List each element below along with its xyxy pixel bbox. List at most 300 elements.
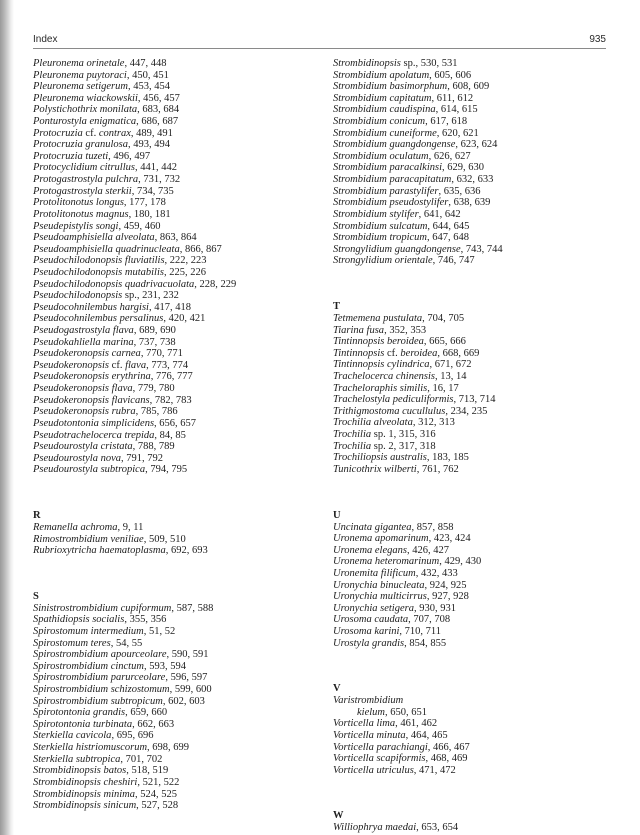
species-name: Remanella achroma — [33, 521, 118, 533]
index-section-r — [33, 510, 323, 557]
species-name: Tracheloraphis similis — [333, 382, 428, 394]
species-name: Pseudokeronopsis — [33, 359, 110, 371]
page-references: 54, 55 — [115, 637, 143, 649]
name-qualifier: cf. — [111, 359, 123, 371]
index-entry: Urostyla grandis, 854, 855 — [333, 637, 447, 649]
index-entry: Uronema heteromarinum, 429, 430 — [333, 556, 482, 568]
species-name: Protolitonotus longus — [33, 197, 124, 209]
page-references: 590, 591 — [171, 649, 209, 661]
index-entry — [333, 695, 623, 707]
index-entry — [333, 441, 623, 453]
page-references: 426, 427 — [412, 544, 449, 556]
species-name: Pleuronema puytoraci — [33, 69, 127, 81]
species-name: Pseudochilodonopsis — [33, 290, 123, 302]
name-qualifier: cf. — [386, 347, 398, 359]
name-qualifier: cf. — [85, 127, 97, 139]
index-entry: Rubrioxytricha haematoplasma, 692, 693 — [33, 545, 208, 557]
index-entry: Uronychia multicirrus, 927, 928 — [333, 591, 469, 603]
index-entry: Pseudocohnilembus hargisi, 417, 418 — [33, 301, 191, 313]
index-entry: Strombidium paracalkinsi, 629, 630 — [333, 162, 484, 174]
page-references: 602, 603 — [168, 695, 205, 707]
index-entry: Strombidium parastylifer, 635, 636 — [333, 185, 481, 197]
page-references: 468, 469 — [430, 753, 468, 765]
species-name: Trochilia alveolata — [333, 417, 413, 429]
species-name: Pseudoamphisiella alveolata — [33, 232, 155, 244]
page-references: 668, 669 — [442, 347, 480, 359]
page-references: 420, 421 — [168, 313, 206, 325]
page-references: 707, 708 — [413, 614, 451, 626]
species-name: Pseudepistylis songi — [33, 220, 119, 232]
index-entry: Strombidium guangdongense, 623, 624 — [333, 139, 498, 151]
index-entry: Vorticella scapiformis, 468, 469 — [333, 753, 468, 765]
page-references: 743, 744 — [465, 243, 503, 255]
section-letter: R — [33, 509, 41, 521]
section-letter: W — [333, 810, 344, 822]
page-references: 450, 451 — [132, 69, 169, 81]
index-entry: Spirostrombidium cinctum, 593, 594 — [33, 660, 186, 672]
index-entry: Pseudokeronopsis erythrina, 776, 777 — [33, 371, 193, 383]
page-references: 683, 684 — [142, 104, 180, 116]
species-name: Strombidium basimorphum — [333, 81, 448, 93]
page-references: 746, 747 — [437, 255, 475, 267]
page-references: 770, 771 — [146, 348, 183, 360]
index-entry: Trochilia alveolata, 312, 313 — [333, 417, 455, 429]
page-references: 788, 789 — [137, 441, 175, 453]
index-entry: Pseudochilodonopsis mutabilis, 225, 226 — [33, 266, 206, 278]
species-name: Strombidinopsis cheshiri — [33, 776, 138, 788]
index-entry: Trithigmostoma cucullulus, 234, 235 — [333, 405, 488, 417]
page-references: 493, 494 — [133, 139, 170, 151]
species-name: Protocruzia granulosa — [33, 139, 128, 151]
index-entry: Pleuronema setigerum, 453, 454 — [33, 81, 170, 93]
index-entry: Spirostrombidium schizostomum, 599, 600 — [33, 684, 212, 696]
species-name: Polystichothrix monilata — [33, 104, 138, 116]
index-entry: Uronemita filificum, 432, 433 — [333, 567, 458, 579]
index-entry: Pseudokeronopsis cf. flava, 773, 774 — [33, 359, 189, 371]
section-spacer — [333, 776, 623, 810]
page-references: 671, 672 — [434, 359, 472, 371]
index-entry: Protocruzia tuzeti, 496, 497 — [33, 150, 151, 162]
index-entry: Strombidium paracapitatum, 632, 633 — [333, 174, 494, 186]
page-references: 686, 687 — [141, 116, 179, 128]
species-name: Trachelocerca chinensis — [333, 371, 435, 383]
species-name: Vorticella minuta — [333, 730, 406, 742]
index-entry: Sterkiella cavicola, 695, 696 — [33, 730, 154, 742]
page-references: 924, 925 — [429, 579, 467, 591]
species-name: Pseudotontonia simplicidens — [33, 417, 155, 429]
species-name: Strombidium stylifer — [333, 208, 419, 220]
index-entry: Pseudourostyla subtropica, 794, 795 — [33, 464, 188, 476]
page-references: 521, 522 — [142, 776, 180, 788]
page-references: 650, 651 — [390, 706, 427, 718]
species-epithet: beroidea — [400, 347, 438, 359]
species-name: Tunicothrix wilberti — [333, 463, 417, 475]
species-name: Vorticella utriculus — [333, 764, 414, 776]
page-references: 644, 645 — [432, 220, 470, 232]
index-entry: Strombidinopsis sp., 530, 531 — [333, 58, 458, 69]
index-entry: Tintinnopsis beroidea, 665, 666 — [333, 336, 466, 348]
species-name: Pseudokeronopsis rubra — [33, 406, 136, 418]
species-name: Pseudogastrostyla flava — [33, 325, 134, 337]
species-name: Pseudourostyla nova — [33, 452, 121, 464]
section-spacer — [333, 267, 623, 301]
index-entry: Pseudourostyla cristata, 788, 789 — [33, 441, 175, 453]
species-name: Vorticella parachiangi — [333, 741, 428, 753]
species-name: Strombidium paracalkinsi — [333, 162, 442, 174]
species-name: Tintinnopsis — [333, 347, 385, 359]
index-entry: Pseudokahliella marina, 737, 738 — [33, 336, 176, 348]
page-references: 776, 777 — [155, 371, 193, 383]
index-entry: Remanella achroma, 9, 11 — [33, 521, 144, 533]
species-name: Uronema apomarinum — [333, 533, 429, 545]
index-entry: Vorticella minuta, 464, 465 — [333, 730, 448, 742]
species-name: Uronychia multicirrus — [333, 591, 427, 603]
header-title: Index — [33, 34, 58, 45]
index-entry: Sterkiella subtropica, 701, 702 — [33, 753, 163, 765]
species-name: Protocyclidium citrullus — [33, 162, 135, 174]
page-references: 593, 594 — [149, 660, 186, 672]
species-name: Trochilia — [333, 429, 372, 441]
species-name: Spirostrombidium schizostomum — [33, 684, 170, 696]
species-name: Pseudokeronopsis erythrina — [33, 371, 151, 383]
index-entry: Spirostomum teres, 54, 55 — [33, 637, 143, 649]
page-references: 596, 597 — [170, 672, 208, 684]
species-name: Spirostrombidium apourceolare — [33, 649, 167, 661]
index-entry: Strongylidium guangdongense, 743, 744 — [333, 243, 503, 255]
section-spacer — [33, 476, 323, 510]
section-letter: S — [33, 590, 39, 602]
page-references: 587, 588 — [176, 602, 214, 614]
page-references: 489, 491 — [136, 127, 173, 139]
page-references: 854, 855 — [409, 637, 447, 649]
index-entry: Tintinnopsis cf. beroidea, 668, 669 — [333, 347, 480, 359]
index-entry: Pleuronema wiackowskii, 456, 457 — [33, 92, 180, 104]
page-references: 605, 606 — [434, 69, 472, 81]
species-name: Trachelostyla pediculiformis — [333, 394, 454, 406]
index-entry: Pseudoamphisiella quadrinucleata, 866, 867 — [33, 243, 222, 255]
index-section-s — [33, 591, 323, 812]
page-references: 641, 642 — [423, 208, 461, 220]
page-references: 228, 229 — [199, 278, 237, 290]
species-name: Strongylidium guangdongense — [333, 243, 461, 255]
name-qualifier: sp. 1, — [373, 429, 397, 441]
section-spacer — [33, 557, 323, 591]
page-references: 429, 430 — [444, 556, 482, 568]
page-references: 466, 467 — [433, 741, 470, 753]
page-references: 695, 696 — [116, 730, 154, 742]
index-entry: Pseudokeronopsis flavicans, 782, 783 — [33, 394, 192, 406]
species-name: Trochilia — [333, 440, 372, 452]
species-name: Spirostomum teres — [33, 637, 111, 649]
index-entry: Vorticella utriculus, 471, 472 — [333, 764, 456, 776]
page-references: 456, 457 — [143, 92, 180, 104]
index-entry: Trochiliopsis australis, 183, 185 — [333, 452, 469, 464]
index-entry: Strombidinopsis batos, 518, 519 — [33, 765, 169, 777]
species-name: Protocruzia tuzeti — [33, 150, 109, 162]
index-entry: Pleuronema puytoraci, 450, 451 — [33, 69, 169, 81]
page-references: 779, 780 — [137, 383, 175, 395]
index-entry: Tracheloraphis similis, 16, 17 — [333, 382, 459, 394]
page-references: 863, 864 — [159, 232, 197, 244]
index-entry: Spirotontonia grandis, 659, 660 — [33, 707, 168, 719]
species-epithet: flava — [125, 359, 147, 371]
index-entry: Strombidium stylifer, 641, 642 — [333, 208, 461, 220]
page-references: 225, 226 — [169, 266, 206, 278]
species-name: Rubrioxytricha haematoplasma — [33, 545, 166, 557]
index-entry: Spirotontonia turbinata, 662, 663 — [33, 718, 175, 730]
index-entry: Polystichothrix monilata, 683, 684 — [33, 104, 180, 116]
page-references: 653, 654 — [421, 822, 459, 834]
page-references: 620, 621 — [441, 127, 479, 139]
index-entry — [333, 429, 623, 441]
page-references: 461, 462 — [400, 718, 438, 730]
index-entry: Strombidium apolatum, 605, 606 — [333, 69, 472, 81]
page-references: 441, 442 — [140, 162, 177, 174]
index-entry: Strombidium cuneiforme, 620, 621 — [333, 127, 479, 139]
species-name: Pseudotrachelocerca trepida — [33, 429, 155, 441]
species-name: Vorticella lima — [333, 718, 396, 730]
species-name: Strombidium tropicum — [333, 232, 428, 244]
species-name: Strombidium caudispina — [333, 104, 436, 116]
species-name: Uronemita filificum — [333, 567, 416, 579]
index-entry: Strombidium conicum, 617, 618 — [333, 116, 468, 128]
name-qualifier: sp. — [124, 290, 137, 302]
index-entry: Vorticella lima, 461, 462 — [333, 718, 438, 730]
page-references: 524, 525 — [140, 788, 177, 800]
species-name: Spirostrombidium cinctum — [33, 660, 144, 672]
name-qualifier: sp. — [403, 58, 416, 69]
section-letter: U — [333, 509, 341, 521]
page-references: 659, 660 — [130, 707, 168, 719]
index-entry: Spirostomum intermedium, 51, 52 — [33, 625, 176, 637]
page-references: 710, 711 — [404, 625, 442, 637]
species-name: Strombidium guangdongense — [333, 139, 456, 151]
index-entry: Uronychia binucleata, 924, 925 — [333, 579, 467, 591]
species-name: Strombidium pseudostylifer — [333, 197, 449, 209]
species-name: Uronema elegans — [333, 544, 407, 556]
species-name: Williophrya maedai — [333, 822, 417, 834]
species-name: Protogastrostyla pulchra — [33, 174, 139, 186]
section-spacer — [333, 649, 623, 683]
species-name: Trithigmostoma cucullulus — [333, 405, 446, 417]
species-name: Pseudochilodonopsis fluviatilis — [33, 255, 165, 267]
page-references: 315, 316 — [398, 429, 436, 441]
page-references: 689, 690 — [139, 325, 176, 337]
index-entry: Protocruzia cf. contrax, 489, 491 — [33, 127, 173, 139]
species-name: Pseudokeronopsis carnea — [33, 348, 141, 360]
species-name: Spirostrombidium parurceolare — [33, 672, 166, 684]
species-name: Tetmemena pustulata — [333, 312, 423, 324]
index-entry: Tunicothrix wilberti, 761, 762 — [333, 463, 459, 475]
species-name: Uronychia binucleata — [333, 579, 425, 591]
species-name: Strombidium conicum — [333, 116, 426, 128]
index-entry: Trachelostyla pediculiformis, 713, 714 — [333, 394, 496, 406]
page-references: 180, 181 — [133, 208, 171, 220]
index-entry: Protogastrostyla sterkii, 734, 735 — [33, 185, 174, 197]
scan-page-edge-shadow — [0, 0, 14, 835]
species-name: Pseudochilodonopsis mutabilis — [33, 266, 164, 278]
species-name: Uronychia setigera — [333, 602, 414, 614]
species-name: Strombidinopsis sinicum — [33, 800, 137, 812]
species-name: Tintinnopsis beroidea — [333, 336, 424, 348]
species-name: Ponturostyla enigmatica — [33, 116, 137, 128]
index-entry: Pseudotontonia simplicidens, 656, 657 — [33, 417, 197, 429]
index-entry: Strombidinopsis minima, 524, 525 — [33, 788, 177, 800]
page-references: 638, 639 — [453, 197, 491, 209]
page-references: 737, 738 — [138, 336, 176, 348]
species-name: Protolitonotus magnus — [33, 208, 129, 220]
index-entry: Spirostrombidium apourceolare, 590, 591 — [33, 649, 209, 661]
page-references: 761, 762 — [421, 463, 459, 475]
species-name: Urostyla grandis — [333, 637, 405, 649]
index-entry: Spirostrombidium subtropicum, 602, 603 — [33, 695, 205, 707]
section-letter: T — [333, 300, 341, 312]
species-name: Tiarina fusa — [333, 324, 385, 336]
index-entry: Pseudogastrostyla flava, 689, 690 — [33, 325, 176, 337]
section-spacer — [333, 476, 623, 510]
index-entry: Uronema elegans, 426, 427 — [333, 544, 449, 556]
index-column-right — [333, 58, 623, 834]
page-references: 84, 85 — [159, 429, 186, 441]
species-name: Pseudokeronopsis flava — [33, 383, 133, 395]
page-references: 626, 627 — [433, 150, 471, 162]
index-entry: Sterkiella histriomuscorum, 698, 699 — [33, 742, 190, 754]
page-references: 611, 612 — [436, 92, 474, 104]
species-name: Spirostrombidium subtropicum — [33, 695, 163, 707]
page-references: 312, 313 — [418, 417, 455, 429]
page-references: 459, 460 — [123, 220, 161, 232]
index-section — [333, 58, 623, 267]
index-entry: Ponturostyla enigmatica, 686, 687 — [33, 116, 179, 128]
page-references: 713, 714 — [458, 394, 496, 406]
species-name: kielum — [357, 706, 385, 718]
species-name: Pseudochilodonopsis quadrivacuolata — [33, 278, 195, 290]
index-section-w — [333, 810, 623, 834]
page-references: 704, 705 — [427, 312, 465, 324]
species-name: Strombidium apolatum — [333, 69, 430, 81]
index-entry: Pseudotrachelocerca trepida, 84, 85 — [33, 429, 186, 441]
page-references: 352, 353 — [389, 324, 427, 336]
index-section-v — [333, 683, 623, 776]
page-references: 629, 630 — [447, 162, 484, 174]
species-name: Spirotontonia grandis — [33, 707, 126, 719]
species-name: Spirotontonia turbinata — [33, 718, 133, 730]
page-references: 791, 792 — [126, 452, 163, 464]
index-entry: Strombidium basimorphum, 608, 609 — [333, 81, 490, 93]
index-entry: Pleuronema orinetale, 447, 448 — [33, 58, 167, 69]
index-entry: Spirostrombidium parurceolare, 596, 597 — [33, 672, 208, 684]
page-references: 773, 774 — [151, 359, 189, 371]
species-name: Pseudocohnilembus hargisi — [33, 301, 149, 313]
index-entry: Strongylidium orientale, 746, 747 — [333, 255, 475, 267]
page-references: 734, 735 — [136, 185, 174, 197]
index-entry: Strombidium pseudostylifer, 638, 639 — [333, 197, 491, 209]
page-references: 866, 867 — [184, 243, 222, 255]
page-references: 51, 52 — [148, 625, 176, 637]
species-name: Spirostomum intermedium — [33, 625, 144, 637]
index-entry: Uronychia setigera, 930, 931 — [333, 602, 456, 614]
page-references: 183, 185 — [432, 452, 469, 464]
page-references: 9, 11 — [122, 521, 144, 533]
page-references: 447, 448 — [129, 58, 167, 69]
index-section-u — [333, 510, 623, 650]
index-entry: Pseudourostyla nova, 791, 792 — [33, 452, 163, 464]
index-entry: Pseudepistylis songi, 459, 460 — [33, 220, 161, 232]
index-entry: Protocruzia granulosa, 493, 494 — [33, 139, 170, 151]
index-entry: Protolitonotus magnus, 180, 181 — [33, 208, 171, 220]
species-epithet: contrax — [98, 127, 131, 139]
page-references: 432, 433 — [420, 567, 458, 579]
page-references: 496, 497 — [113, 150, 151, 162]
index-entry: Urosoma karini, 710, 711 — [333, 625, 442, 637]
species-name: Pseudoamphisiella quadrinucleata — [33, 243, 180, 255]
index-entry: Protocyclidium citrullus, 441, 442 — [33, 162, 177, 174]
page-references: 231, 232 — [142, 290, 179, 302]
species-name: Strombidium parastylifer — [333, 185, 439, 197]
page-number: 935 — [589, 34, 606, 45]
index-entry: Strombidium capitatum, 611, 612 — [333, 92, 474, 104]
index-entry: Strombidium sulcatum, 644, 645 — [333, 220, 470, 232]
index-entry: Tetmemena pustulata, 704, 705 — [333, 312, 465, 324]
page-references: 930, 931 — [419, 602, 456, 614]
species-name: Rimostrombidium veniliae — [33, 533, 144, 545]
index-entry: Uncinata gigantea, 857, 858 — [333, 521, 454, 533]
page-references: 782, 783 — [154, 394, 192, 406]
page-references: 647, 648 — [432, 232, 470, 244]
index-entry: Pseudochilodonopsis fluviatilis, 222, 223 — [33, 255, 207, 267]
index-entry: Sinistrostrombidium cupiformum, 587, 588 — [33, 602, 214, 614]
page-references: 698, 699 — [152, 742, 190, 754]
page-references: 656, 657 — [159, 417, 197, 429]
species-name: Uncinata gigantea — [333, 521, 412, 533]
species-name: Pleuronema setigerum — [33, 81, 128, 93]
species-name: Strongylidium orientale — [333, 255, 433, 267]
species-name: Strombidium capitatum — [333, 92, 432, 104]
index-entry: Rimostrombidium veniliae, 509, 510 — [33, 533, 186, 545]
page-references: 177, 178 — [129, 197, 166, 209]
running-header — [33, 34, 606, 49]
index-entry: Tiarina fusa, 352, 353 — [333, 324, 427, 336]
index-column-left — [33, 58, 323, 812]
species-name: Strombidinopsis — [333, 58, 401, 69]
index-entry: Williophrya maedai, 653, 654 — [333, 822, 459, 834]
page-references: 662, 663 — [137, 718, 175, 730]
index-entry: Pseudokeronopsis carnea, 770, 771 — [33, 348, 183, 360]
index-entry: Strombidinopsis cheshiri, 521, 522 — [33, 776, 180, 788]
page-references: 317, 318 — [398, 440, 436, 452]
page-references: 13, 14 — [440, 371, 467, 383]
page-references: 665, 666 — [429, 336, 466, 348]
page-references: 527, 528 — [141, 800, 179, 812]
index-entry: Pseudochilodonopsis quadrivacuolata, 228, 229 — [33, 278, 237, 290]
species-name: Spathidiopsis socialis — [33, 614, 125, 626]
page-references: 518, 519 — [131, 765, 169, 777]
page-references: 464, 465 — [410, 730, 448, 742]
page-references: 355, 356 — [129, 614, 167, 626]
species-name: Urosoma caudata — [333, 614, 409, 626]
index-entry: Strombidinopsis sinicum, 527, 528 — [33, 800, 179, 812]
index-entry: Strombidium tropicum, 647, 648 — [333, 232, 470, 244]
index-entry: Uronema apomarinum, 423, 424 — [333, 533, 471, 545]
species-name: Uronema heteromarinum — [333, 556, 440, 568]
page-references: 731, 732 — [143, 174, 181, 186]
page-references: 509, 510 — [148, 533, 186, 545]
page-references: 16, 17 — [432, 382, 459, 394]
page-references: 453, 454 — [133, 81, 170, 93]
species-name: Pseudourostyla cristata — [33, 441, 133, 453]
page-references: 417, 418 — [154, 301, 191, 313]
species-name: Sterkiella subtropica — [33, 753, 121, 765]
